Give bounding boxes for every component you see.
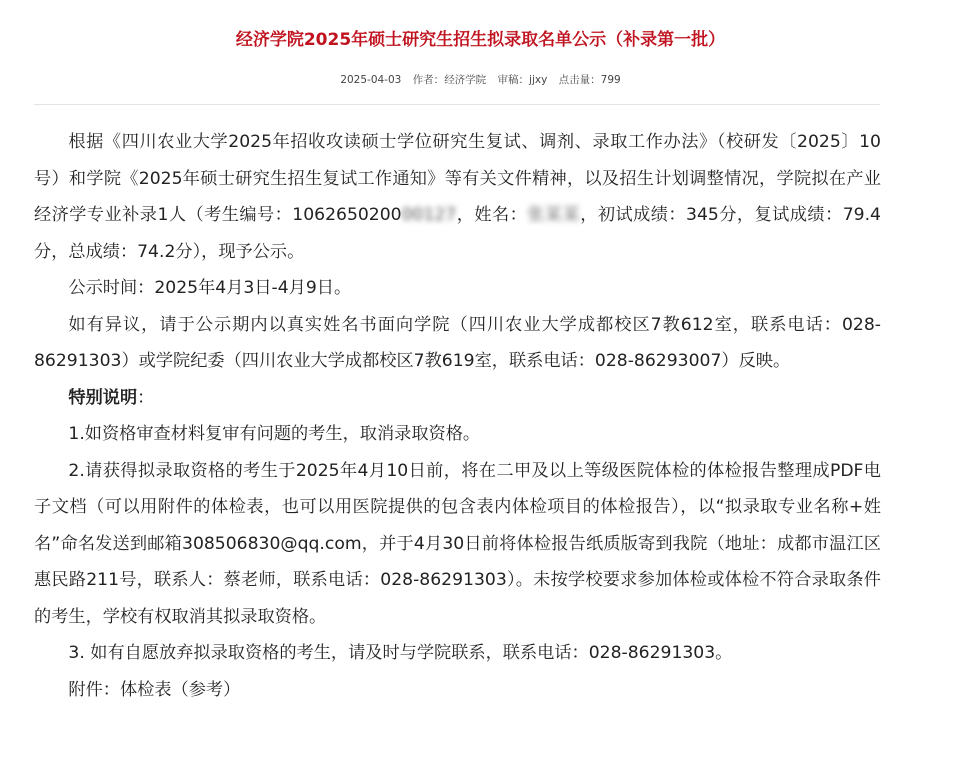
paragraph-basis-text-b: ，姓名：	[456, 205, 528, 225]
click-count-label: 点击量：	[558, 74, 601, 86]
paragraph-basis-text-c: ，初试成绩：345分，复试成绩：79.4分，总成绩：74.2分），现予公示。	[34, 205, 881, 262]
article-meta	[0, 72, 961, 87]
special-notes-heading	[34, 380, 881, 417]
paragraph-objection: 如有异议，请于公示期内以真实姓名书面向学院（四川农业大学成都校区7教612室，联系电话：028-86291303）或学院纪委（四川农业大学成都校区7教619室，联系电话：028-86293007）反映。	[34, 314, 881, 371]
special-notes-label: 特别说明	[68, 387, 138, 408]
note-item-3: 3. 如有自愿放弃拟录取资格的考生，请及时与学院联系，联系电话：028-86291303。	[68, 643, 733, 663]
click-count	[559, 74, 621, 86]
note-item-1: 1.如资格审查材料复审有问题的考生，取消录取资格。	[68, 424, 481, 444]
author-value: 经济学院	[444, 74, 487, 86]
paragraph-basis-text-a: 根据《四川农业大学2025年招收攻读硕士学位研究生复试、调剂、录取工作办法》（校研发〔2025〕10号）和学院《2025年硕士研究生招生复试工作通知》等有关文件精神，以及招生计划调整情况，学院拟在产业经济学专业补录1人（考生编号：1062650200	[34, 132, 881, 225]
click-count-value: 799	[600, 74, 621, 86]
attachment-line: 附件：体检表（参考）	[68, 679, 241, 700]
redacted-candidate-name: 张某某	[527, 205, 581, 225]
header-divider	[34, 104, 880, 105]
note-item-2: 2.请获得拟录取资格的考生于2025年4月10日前，将在二甲及以上等级医院体检的体检报告整理成PDF电子文档（可以用附件的体检表，也可以用医院提供的包含表内体检项目的体检报告），以“拟录取专业名称+姓名”命名发送到邮箱308506830@qq.com，并于4月30日前将体检报告纸质版寄到我院（地址：成都市温江区惠民路211号，联系人：蔡老师，联系电话：028-86291303）。未按学校要求参加体检或体检不符合录取条件的考生，学校有权取消其拟录取资格。	[34, 460, 881, 627]
redacted-candidate-id: 00127	[401, 205, 457, 225]
article-title: 经济学院2025年硕士研究生招生拟录取名单公示（补录第一批）	[235, 30, 726, 50]
special-notes-colon: ：	[137, 387, 155, 408]
reviewer-label: 审稿：	[497, 74, 530, 86]
reviewer-value: jjxy	[529, 74, 548, 86]
article-body	[34, 124, 881, 708]
paragraph-period: 公示时间：2025年4月3日-4月9日。	[68, 278, 352, 298]
author-label: 作者：	[412, 74, 445, 86]
reviewer	[498, 74, 548, 86]
paragraph-basis	[34, 124, 881, 270]
publish-date: 2025-04-03	[340, 74, 402, 86]
author	[413, 74, 487, 86]
